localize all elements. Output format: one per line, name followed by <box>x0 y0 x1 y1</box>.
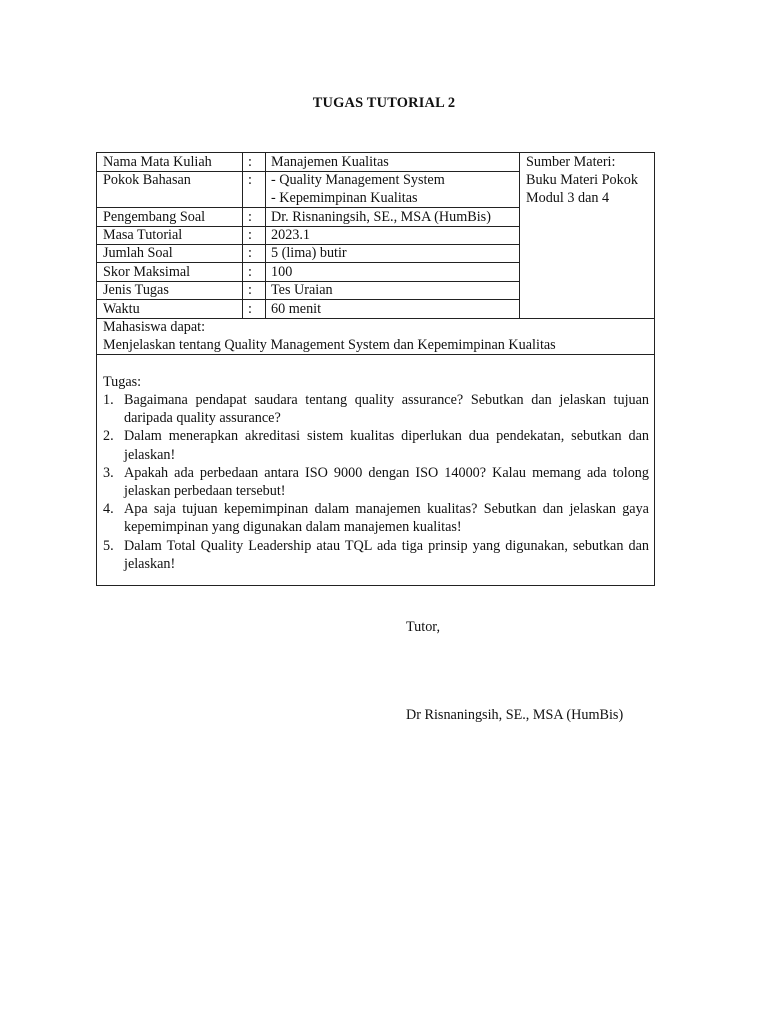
info-row-question-count <box>0 244 520 262</box>
signature-role: Tutor, <box>406 619 440 635</box>
info-value: Manajemen Kualitas <box>271 154 389 170</box>
task-number: 3. <box>103 464 114 481</box>
task-text: Dalam Total Quality Leadership atau TQL ada tiga prinsip yang digunakan, sebutkan dan jelaskan! <box>124 537 649 572</box>
task-number: 1. <box>103 392 114 408</box>
info-label: Waktu <box>103 301 140 317</box>
info-label: Jenis Tugas <box>103 282 169 298</box>
info-value: Dr. Risnaningsih, SE., MSA (HumBis) <box>271 209 491 225</box>
signature-name: Dr Risnaningsih, SE., MSA (HumBis) <box>406 707 624 723</box>
task-text: Apa saja tujuan kepemimpinan dalam manajemen kualitas? Sebutkan dan jelaskan gaya kepemimpinan yang digunakan dalam manajemen kualitas! <box>124 501 649 536</box>
list-item <box>103 500 649 536</box>
info-colon: : <box>248 264 252 280</box>
info-row-max-score <box>0 263 520 281</box>
info-row-task-type <box>0 281 520 299</box>
source-line: Modul 3 dan 4 <box>526 190 610 207</box>
info-label: Skor Maksimal <box>103 264 191 280</box>
info-colon: : <box>248 245 252 261</box>
task-text: Dalam menerapkan akreditasi sistem kualitas diperlukan dua pendekatan, sebutkan dan jelaskan! <box>124 428 649 463</box>
info-label: Pokok Bahasan <box>103 172 191 188</box>
page-title: TUGAS TUTORIAL 2 <box>312 95 456 111</box>
list-item <box>103 427 649 463</box>
info-colon: : <box>248 227 252 243</box>
info-label: Jumlah Soal <box>103 245 173 261</box>
info-value: - Kepemimpinan Kualitas <box>271 190 418 206</box>
info-label: Masa Tutorial <box>103 227 183 243</box>
info-row-duration <box>0 300 520 318</box>
source-material <box>526 153 651 208</box>
info-row-period <box>0 226 520 244</box>
info-label: Pengembang Soal <box>103 209 206 225</box>
list-item <box>103 391 649 427</box>
info-colon: : <box>248 154 252 170</box>
info-value: 2023.1 <box>271 227 311 243</box>
info-value: - Quality Management System <box>271 172 445 188</box>
info-label: Nama Mata Kuliah <box>103 154 212 170</box>
info-row-topic <box>0 171 520 189</box>
info-value: Tes Uraian <box>271 282 333 298</box>
info-colon: : <box>248 301 252 317</box>
source-line: Sumber Materi: <box>526 154 616 170</box>
list-item <box>103 464 649 500</box>
info-row-developer <box>0 208 520 226</box>
info-value: 100 <box>271 264 293 280</box>
info-value: 60 menit <box>271 301 322 317</box>
task-number: 4. <box>103 501 114 518</box>
task-list <box>103 391 649 573</box>
source-line: Buku Materi Pokok <box>526 172 638 189</box>
info-value: 5 (lima) butir <box>271 245 347 261</box>
tasks-heading: Tugas: <box>103 374 142 390</box>
objective-text: Menjelaskan tentang Quality Management System dan Kepemimpinan Kualitas <box>103 337 556 353</box>
info-row-course <box>0 153 520 171</box>
task-text: Bagaimana pendapat saudara tentang quality assurance? Sebutkan dan jelaskan tujuan daripada quality assurance? <box>124 392 649 427</box>
task-number: 5. <box>103 537 114 554</box>
info-row-topic-continued <box>0 189 520 207</box>
info-colon: : <box>248 172 252 188</box>
info-colon: : <box>248 209 252 225</box>
list-item <box>103 537 649 573</box>
task-number: 2. <box>103 428 114 445</box>
objective-heading: Mahasiswa dapat: <box>103 319 206 335</box>
task-text: Apakah ada perbedaan antara ISO 9000 dengan ISO 14000? Kalau memang ada tolong jelaskan perbedaan tersebut! <box>124 464 649 500</box>
info-colon: : <box>248 282 252 298</box>
